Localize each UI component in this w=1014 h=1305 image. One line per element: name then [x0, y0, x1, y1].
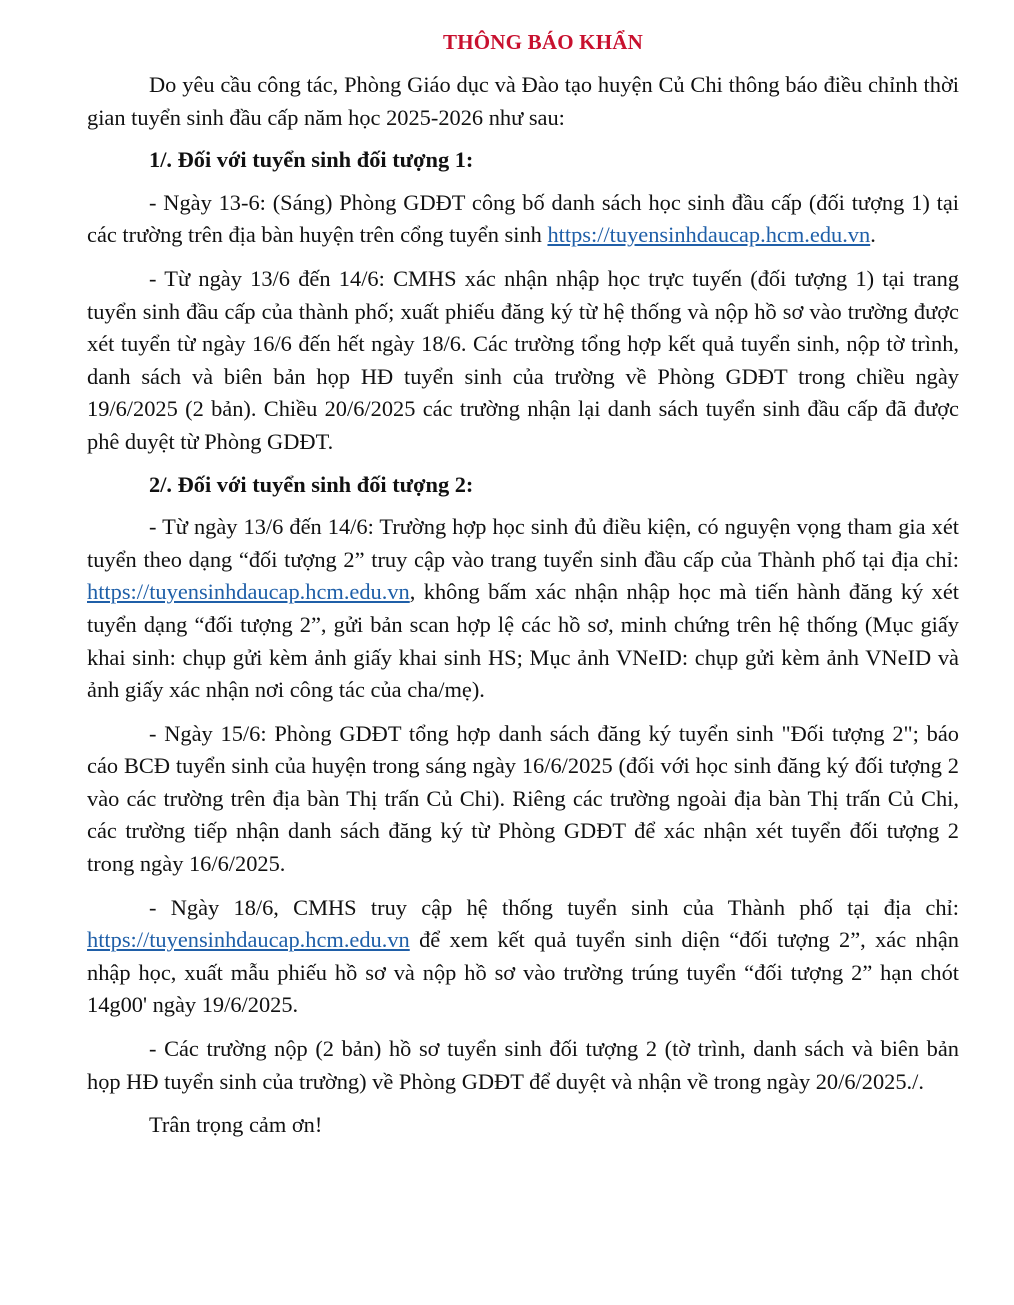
admission-portal-link[interactable]: https://tuyensinhdaucap.hcm.edu.vn [87, 927, 410, 953]
admission-portal-link[interactable]: https://tuyensinhdaucap.hcm.edu.vn [87, 579, 410, 605]
section-2-paragraph-2: - Ngày 15/6: Phòng GDĐT tổng hợp danh sách đăng ký tuyển sinh "Đối tượng 2"; báo cáo BCĐ tuyển sinh của huyện trong sáng ngày 16/6/2025 (đối với học sinh đăng ký đối tượng 2 vào các trường trên địa bàn Thị trấn Củ Chi). Riêng các trường ngoài địa bàn Thị trấn Củ Chi, các trường tiếp nhận danh sách đăng ký từ Phòng GDĐT để xác nhận xét tuyển đối tượng 2 trong ngày 16/6/2025. [87, 720, 959, 877]
section-1-paragraph-2: - Từ ngày 13/6 đến 14/6: CMHS xác nhận nhập học trực tuyến (đối tượng 1) tại trang tuyển sinh đầu cấp của thành phố; xuất phiếu đăng ký từ hệ thống và nộp hồ sơ vào trường được xét tuyển từ ngày 16/6 đến hết ngày 18/6. Các trường tổng hợp kết quả tuyển sinh, nộp tờ trình, danh sách và biên bản họp HĐ tuyển sinh của trường về Phòng GDĐT trong chiều ngày 19/6/2025 (2 bản). Chiều 20/6/2025 các trường nhận lại danh sách tuyển sinh đầu cấp đã được phê duyệt từ Phòng GDĐT. [87, 265, 959, 454]
section-2-heading: 2/. Đối với tuyển sinh đối tượng 2: [149, 471, 474, 497]
section-2-paragraph-4: - Các trường nộp (2 bản) hồ sơ tuyển sinh đối tượng 2 (tờ trình, danh sách và biên bản họp HĐ tuyển sinh của trường) về Phòng GDĐT để duyệt và nhận về trong ngày 20/6/2025./. [87, 1036, 959, 1094]
paragraph-text: để xem kết quả tuyển sinh diện “đối tượng 2”, xác nhận nhập học, xuất mẫu phiếu hồ sơ và nộp hồ sơ vào trường trúng tuyển “đối tượng 2” hạn chót 14g00' ngày 19/6/2025. [87, 927, 959, 1018]
paragraph-text: . [870, 222, 876, 248]
intro-paragraph: Do yêu cầu công tác, Phòng Giáo dục và Đào tạo huyện Củ Chi thông báo điều chỉnh thời gian tuyển sinh đầu cấp năm học 2025-2026 như sau: [87, 72, 959, 130]
paragraph-text: , không bấm xác nhận nhập học mà tiến hành đăng ký xét tuyển dạng “đối tượng 2”, gửi bản scan hợp lệ các hồ sơ, minh chứng trên hệ thống (Mục giấy khai sinh: chụp gửi kèm ảnh giấy khai sinh HS; Mục ảnh VNeID: chụp gửi kèm ảnh VNeID và ảnh giấy xác nhận nơi công tác của cha/mẹ). [87, 579, 959, 703]
document-title: THÔNG BÁO KHẨN [443, 30, 643, 54]
section-1-paragraph-1 [87, 187, 959, 252]
admission-portal-link[interactable]: https://tuyensinhdaucap.hcm.edu.vn [547, 222, 871, 248]
section-2-paragraph-3 [87, 892, 959, 1022]
section-2-paragraph-1 [87, 511, 959, 707]
closing-text: Trân trọng cảm ơn! [149, 1112, 323, 1138]
paragraph-text: - Ngày 18/6, CMHS truy cập hệ thống tuyển sinh của Thành phố tại địa chỉ: [149, 894, 959, 920]
section-1-heading: 1/. Đối với tuyển sinh đối tượng 1: [149, 147, 474, 173]
paragraph-text: - Từ ngày 13/6 đến 14/6: Trường hợp học sinh đủ điều kiện, có nguyện vọng tham gia xét tuyển theo dạng “đối tượng 2” truy cập vào trang tuyển sinh đầu cấp của Thành phố tại địa chỉ: [87, 514, 959, 572]
paragraph-text: - Ngày 13-6: (Sáng) Phòng GDĐT công bố danh sách học sinh đầu cấp (đối tượng 1) tại các trường trên địa bàn huyện trên cổng tuyển sinh [87, 189, 959, 248]
